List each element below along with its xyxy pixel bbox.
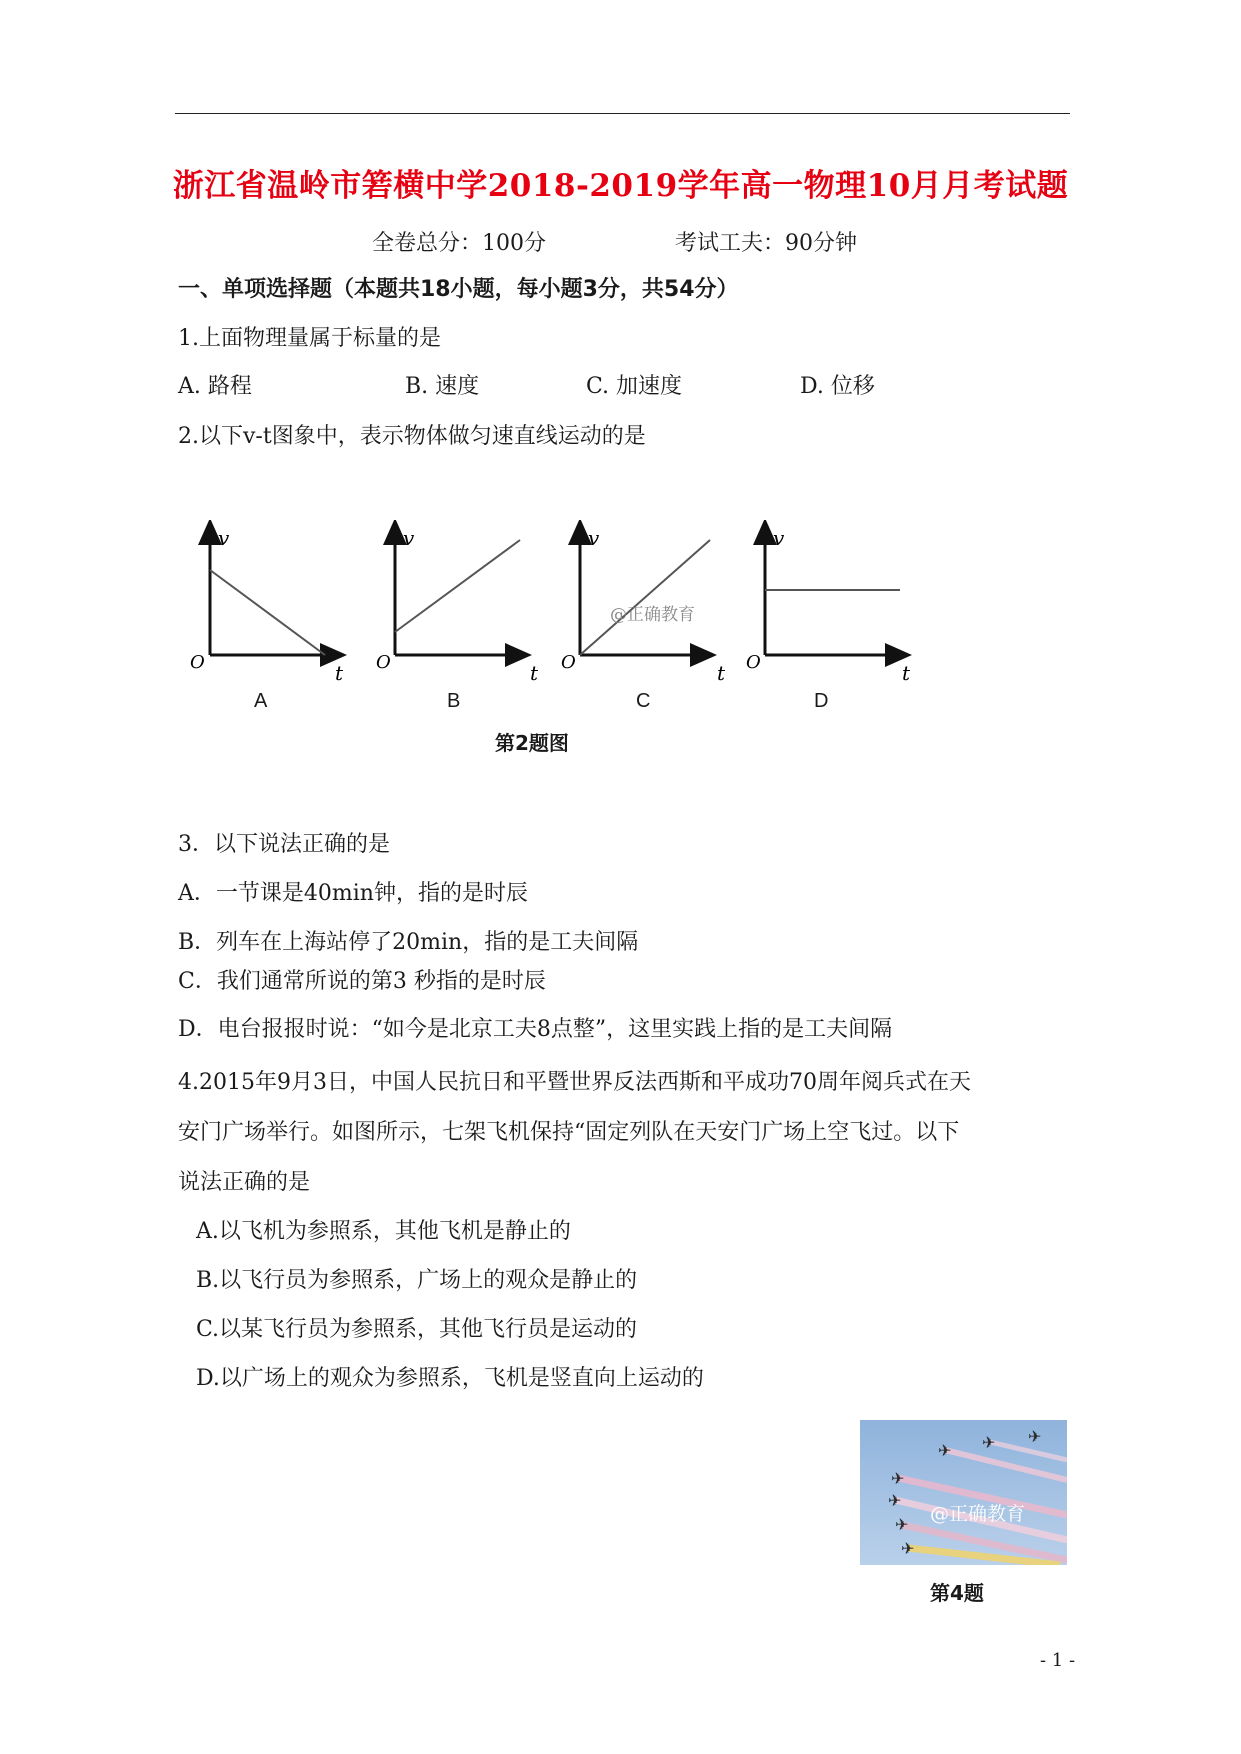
- section-heading: 一、单项选择题（本题共18小题，每小题3分，共54分）: [178, 277, 739, 302]
- total-score: 全卷总分：100分: [372, 231, 546, 256]
- q4-stem-line-1: 4.2015年9月3日，中国人民抗日和平暨世界反法西斯和平成功70周年阅兵式在天: [178, 1070, 971, 1095]
- graph-a: [190, 526, 344, 685]
- q3-option-a: A．一节课是40min钟，指的是时辰: [178, 881, 528, 906]
- svg-text:✈: ✈: [888, 1491, 902, 1510]
- svg-text:✈: ✈: [891, 1469, 905, 1488]
- graph-b-line: [395, 540, 520, 632]
- q4-option-b: B.以飞行员为参照系，广场上的观众是静止的: [196, 1268, 638, 1293]
- graph-watermark: @正确教育: [610, 605, 695, 625]
- graph-label-b: B: [447, 690, 461, 712]
- graph-d-axis-v: v: [773, 526, 785, 550]
- q1-option-d: D. 位移: [800, 374, 875, 399]
- exam-title: 浙江省温岭市箬横中学2018-2019学年高一物理10月月考试题: [172, 168, 1069, 204]
- q4-option-c: C.以某飞行员为参照系，其他飞行员是运动的: [196, 1317, 638, 1342]
- q4-stem-line-3: 说法正确的是: [178, 1170, 311, 1195]
- graph-label-a: A: [254, 690, 268, 712]
- q2-caption: 第2题图: [495, 731, 569, 755]
- svg-text:✈: ✈: [938, 1441, 952, 1460]
- graph-a-axis-v: v: [218, 526, 230, 550]
- exam-time: 考试工夫：90分钟: [675, 231, 857, 256]
- graph-b: [376, 526, 539, 685]
- q1-option-a: A. 路程: [178, 374, 252, 399]
- page-number: - 1 -: [1040, 1650, 1076, 1671]
- q4-caption: 第4题: [930, 1581, 984, 1605]
- graph-d-origin: O: [746, 652, 761, 673]
- graph-label-d: D: [814, 690, 829, 712]
- svg-text:✈: ✈: [895, 1515, 909, 1534]
- q3-option-d: D．电台报报时说：“如今是北京工夫8点整”，这里实践上指的是工夫间隔: [178, 1017, 893, 1042]
- q2-stem: 2.以下v-t图象中，表示物体做匀速直线运动的是: [178, 424, 646, 449]
- q3-stem: 3．以下说法正确的是: [178, 832, 390, 857]
- q4-option-d: D.以广场上的观众为参照系，飞机是竖直向上运动的: [196, 1366, 704, 1391]
- q1-option-c: C. 加速度: [586, 374, 683, 399]
- graph-d-axis-t: t: [902, 661, 911, 685]
- graph-d: [746, 526, 911, 685]
- q4-option-a: A.以飞机为参照系，其他飞机是静止的: [196, 1219, 571, 1244]
- svg-text:✈: ✈: [982, 1433, 996, 1452]
- q4-formation-photo: [860, 1420, 1067, 1565]
- q4-stem-line-2: 安门广场举行。如图所示，七架飞机保持“固定列队在天安门广场上空飞过。以下: [178, 1120, 960, 1145]
- graph-b-axis-t: t: [530, 661, 539, 685]
- graph-c-origin: O: [561, 652, 576, 673]
- graph-a-axis-t: t: [335, 661, 344, 685]
- photo-watermark: @正确教育: [930, 1503, 1026, 1525]
- graph-c-axis-t: t: [717, 661, 726, 685]
- graph-c-line: [580, 540, 710, 655]
- graph-b-axis-v: v: [403, 526, 415, 550]
- svg-text:✈: ✈: [1028, 1427, 1042, 1446]
- graph-label-c: C: [636, 690, 651, 712]
- graph-a-origin: O: [190, 652, 205, 673]
- q1-stem: 1.上面物理量属于标量的是: [178, 326, 441, 351]
- graph-c: [561, 526, 726, 685]
- svg-text:✈: ✈: [901, 1539, 915, 1558]
- graph-a-line: [210, 570, 325, 655]
- graph-b-origin: O: [376, 652, 391, 673]
- q1-option-b: B. 速度: [405, 374, 480, 399]
- q3-option-c: C．我们通常所说的第3 秒指的是时辰: [178, 969, 546, 994]
- q3-option-b: B．列车在上海站停了20min，指的是工夫间隔: [178, 930, 639, 955]
- header-rule: [175, 113, 1070, 114]
- q2-vt-graphs: [180, 520, 920, 700]
- graph-c-axis-v: v: [588, 526, 600, 550]
